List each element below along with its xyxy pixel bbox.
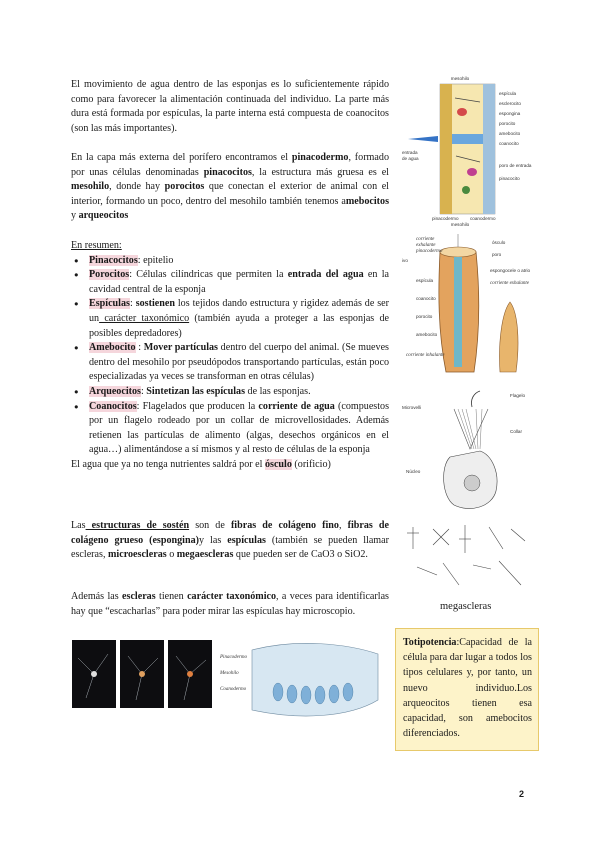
label-espicula: espícula	[499, 91, 517, 96]
label-mesohilo-bottom: mesohilo	[450, 222, 470, 227]
summary-item-coanocitos: ● Coanocitos: Flagelados que producen la corriente de agua (compuestos por un flagelo rodeado por un collar de microvellosidades. Además retienen las partículas de alimento (algas, desechos orgánicos en el agua…) alimentándose a sí mismos y al resto de células de la esponja	[71, 400, 389, 458]
label-esclerocito: esclerocito	[499, 101, 521, 106]
sponge-wall-diagram	[400, 72, 532, 227]
intro-paragraph-2	[71, 151, 389, 224]
label-coanodermo: coanodermo	[470, 216, 496, 221]
page-number: 2	[519, 789, 525, 799]
label-poro: poro	[492, 252, 502, 257]
intro-text-1: El movimiento de agua dentro de las esponjas es lo suficientemente rápido como para favorecer la alimentación continuada del individuo. La parte más dura está formada por espículas, la parte interna está compuesta de coanocitos (son las más importantes).	[71, 79, 389, 134]
label-de-agua: de agua	[402, 156, 419, 161]
label-ivo: ivo	[402, 258, 408, 263]
label-coanodermo-tissue: Coanodermo	[220, 687, 247, 692]
label-coanocito-2: coanocito	[416, 296, 436, 301]
label-porocito: porocito	[499, 121, 516, 126]
choanocyte-diagram	[400, 387, 538, 517]
label-espongina: espongina	[499, 111, 521, 116]
term-amebocitos: mebocitos	[345, 195, 389, 207]
label-amebocito-2: amebocito	[416, 332, 438, 337]
label-nucleo: Núcleo	[406, 469, 421, 474]
summary-item-amebocito: ● Amebocito : Mover partículas dentro del cuerpo del animal. (Se mueves dentro del mesohilo por pseudópodos transportando partículas, están poco especializadas ya veces se transforman en otras células)	[71, 341, 389, 385]
label-corriente-inhalante: corriente inhalante	[406, 353, 445, 358]
summary-item-pinacocitos: ● Pinacocitos: epitelio	[71, 254, 389, 269]
txt: , la estructura más gruesa es el	[251, 166, 389, 178]
summary-section	[71, 239, 389, 473]
label-pinacodermo: pinacodermo	[432, 216, 459, 221]
escleras-paragraph: Además las escleras tienen carácter taxonómico, a veces para identificarlas hay que “escacharlas” para poder mirar las espículas hay microscopio.	[71, 591, 389, 617]
label-amebocito: amebocito	[499, 131, 521, 136]
summary-title: En resumen:	[71, 240, 122, 251]
label-pinacodermo-2: pinacodermo	[416, 249, 443, 254]
sponge-body-diagram	[400, 232, 538, 380]
txt: En la capa más externa del porífero encontramos el	[71, 152, 292, 163]
spicules-illustration	[403, 519, 533, 597]
summary-item-arqueocitos: ● Arqueocitos: Sintetizan las espículas de las esponjas.	[71, 385, 389, 400]
label-coanocito: coanocito	[499, 141, 519, 146]
txt: , donde hay	[109, 181, 165, 193]
label-espicula-2: espícula	[416, 278, 434, 283]
summary-item-espiculas: ● Espículas: sostienen los tejidos dando estructura y rigidez además de ser un carácter taxonómico (también ayuda a proteger a las esponjas de posibles depredadores)	[71, 297, 389, 341]
term-pinacodermo: pinacodermo	[291, 152, 349, 163]
txt: , formado por unas células denominadas	[71, 152, 389, 178]
osculo-line: El agua que ya no tenga nutrientes saldrá por el ósculo (orificio)	[71, 458, 331, 470]
term-porocitos: porocitos	[164, 181, 205, 193]
txt: y	[71, 210, 79, 222]
tissue-diagram	[218, 640, 380, 722]
txt: que conectan el exterior de animal con el interior, formando un poco, dentro del mesohilo también tenemos a	[71, 181, 389, 207]
label-porocito-2: porocito	[416, 314, 433, 319]
label-flagelo: Flagelo	[510, 393, 526, 398]
label-microvelli: Microvelli	[402, 405, 422, 410]
label-osculo: ósculo	[492, 240, 506, 245]
label-poro-entrada: poro de entrada	[499, 163, 532, 168]
summary-item-porocitos: ● Porocitos: Células cilíndricas que permiten la entrada del agua en la cavidad central de la esponja	[71, 268, 389, 297]
term-mesohilo: mesohilo	[71, 181, 110, 193]
label-mesohilo-tissue: Mesohilo	[220, 671, 239, 676]
label-espongocele: espongocele o atrio	[490, 268, 531, 273]
spicules-caption: megascleras	[440, 601, 492, 612]
label-collar: Collar	[510, 429, 522, 434]
term-arqueocitos: arqueocitos	[78, 210, 129, 222]
label-mesohilo-top: mesohilo	[450, 76, 470, 81]
summary-list	[71, 254, 389, 458]
intro-paragraph-1	[71, 78, 389, 136]
note-text: :Capacidad de la célula para dar lugar a todos los tipos celulares y, por tanto, un nuevo individuo.Los arqueocitos tienen esa capacidad, son amebocitos diferenciados.	[403, 637, 532, 740]
label-corriente: corriente	[416, 237, 435, 242]
totipotencia-note	[395, 628, 539, 751]
label-pinacodermo-tissue: Pinacodermo	[220, 655, 247, 660]
label-corriente-exhalante: corriente exhalante	[490, 281, 530, 286]
label-pinacocito: pinacocito	[499, 176, 520, 181]
structures-paragraph: Las estructuras de sostén son de fibras de colágeno fino, fibras de colágeno grueso (espongina)y las espículas (también se pueden llamar escleras, microescleras o megaescleras que pueden ser de CaO3 o SiO2.	[71, 520, 390, 561]
spicule-photos	[72, 640, 212, 710]
label-exhalante: exhalante	[416, 243, 436, 248]
label-entrada: entrada	[402, 150, 418, 155]
term-pinacocitos: pinacocitos	[203, 166, 252, 178]
note-term: Totipotencia	[403, 637, 457, 648]
